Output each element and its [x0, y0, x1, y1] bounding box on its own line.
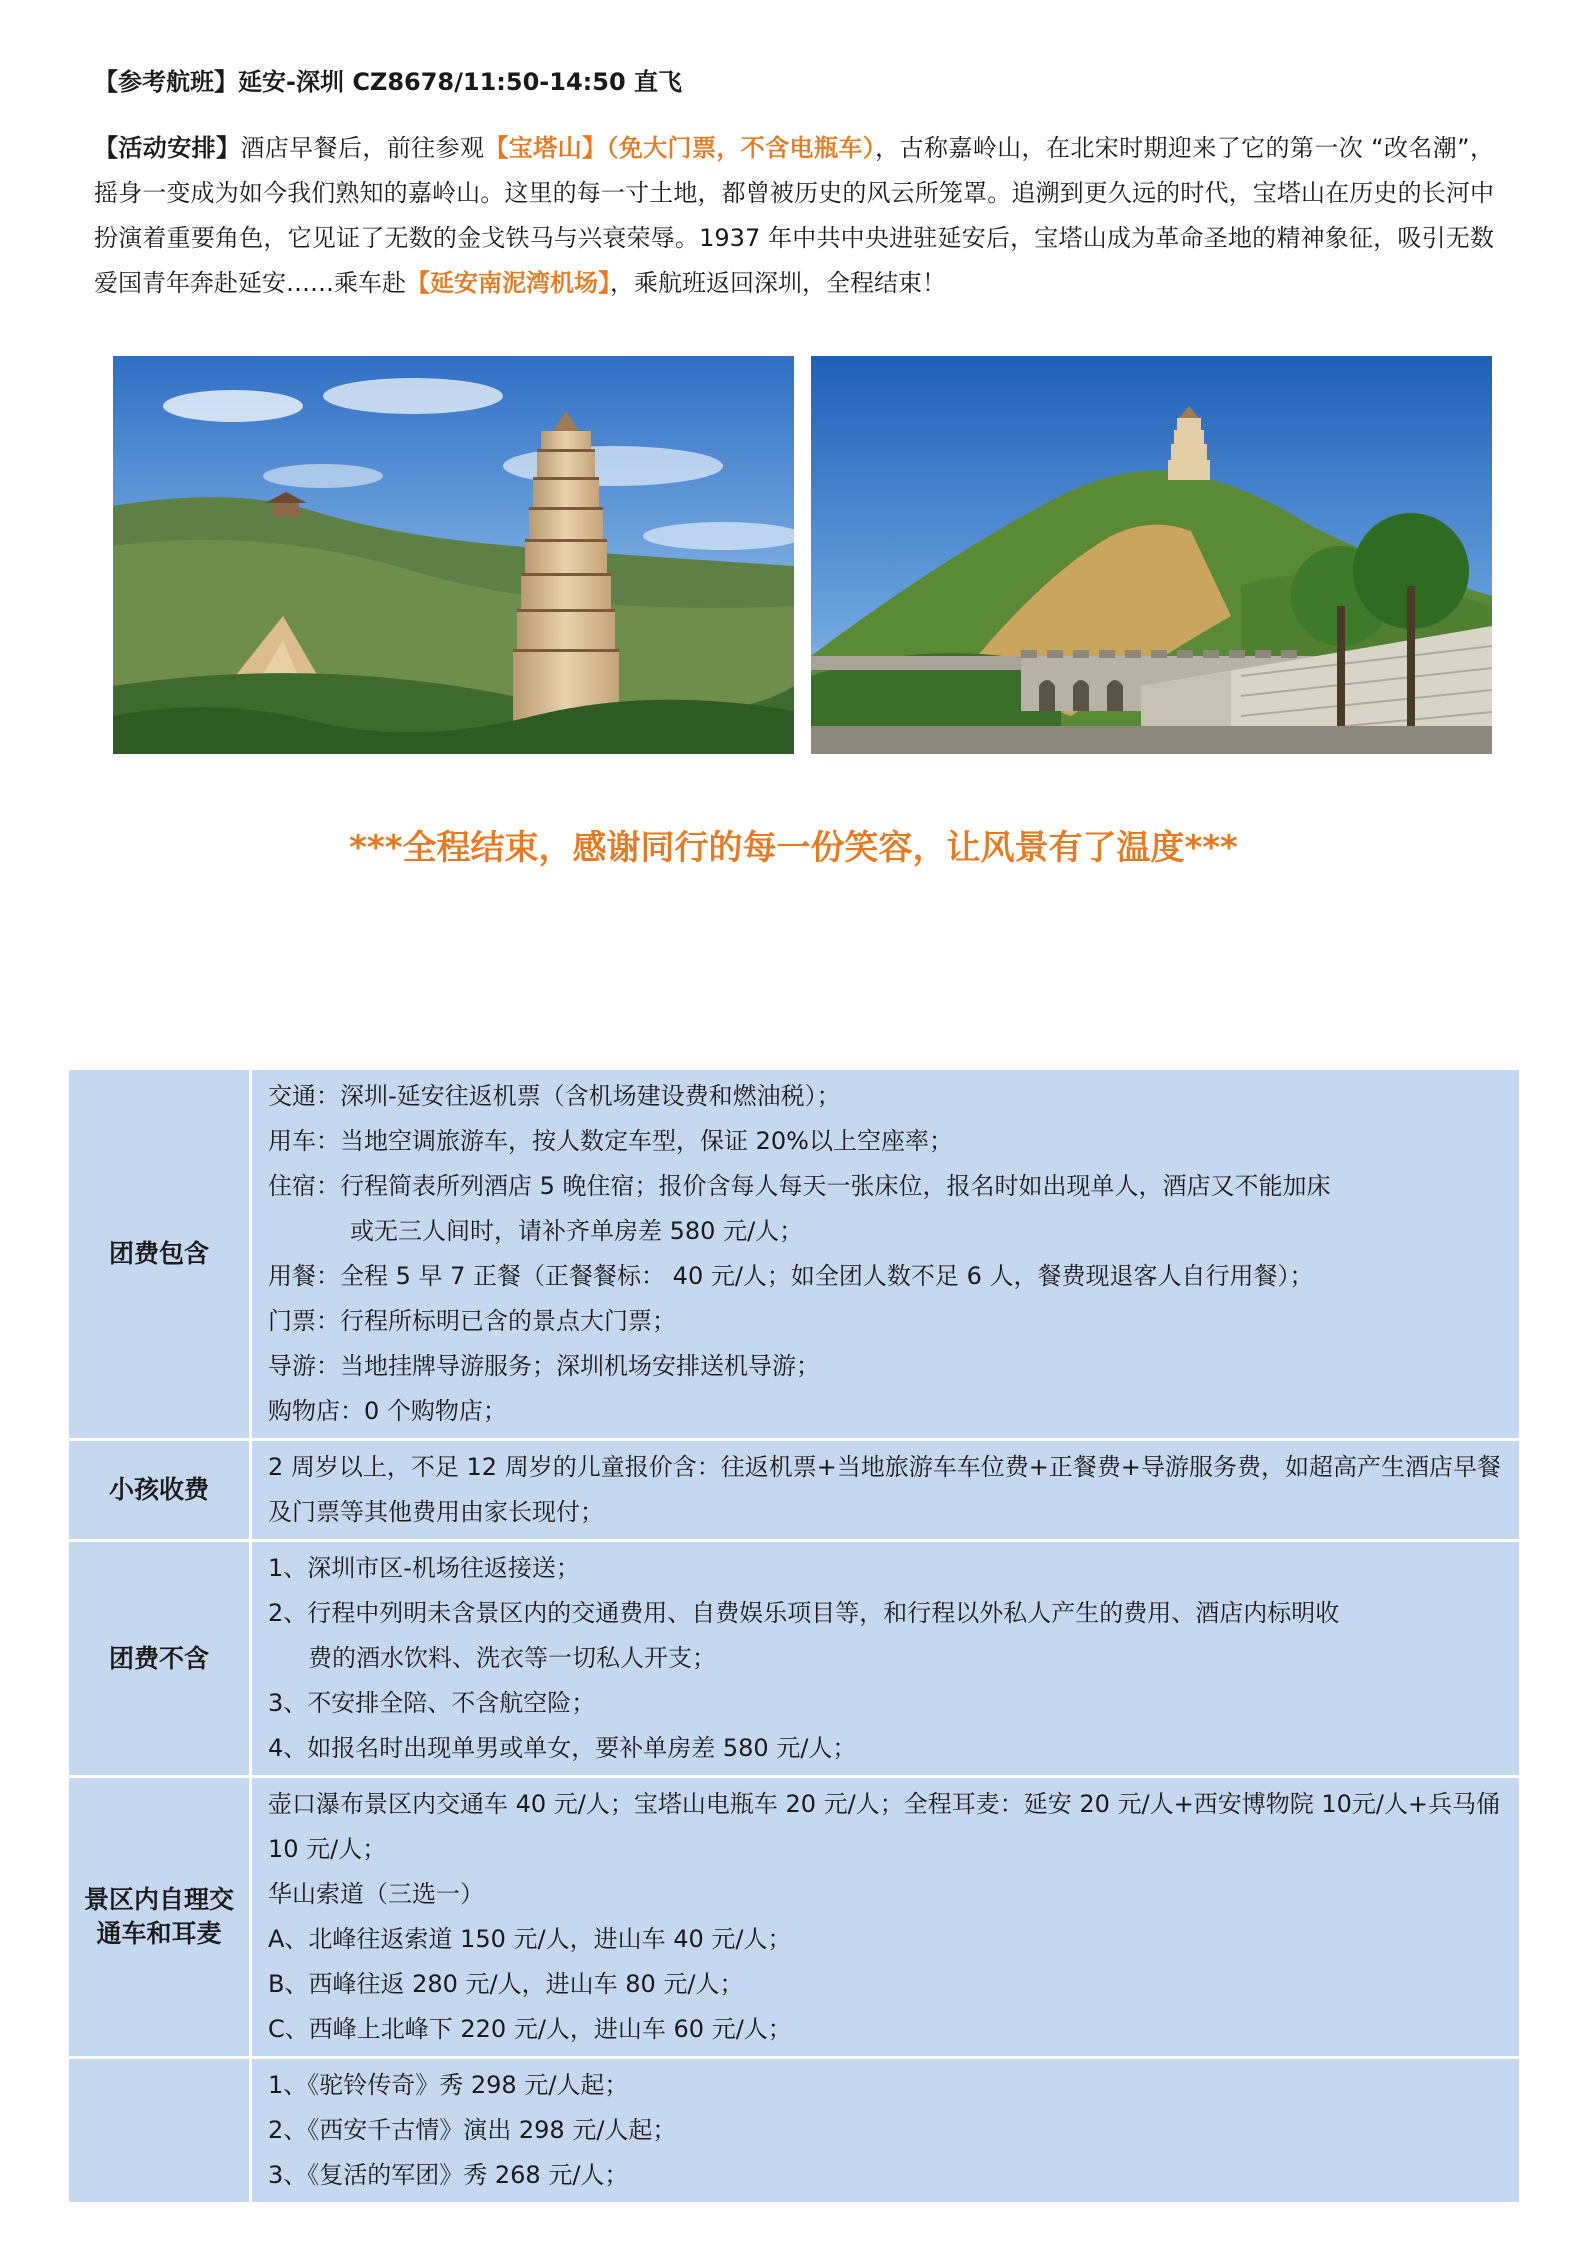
shows-content [251, 2058, 1521, 2204]
activity-text-3: ，乘航班返回深圳，全程结束！ [610, 269, 946, 297]
scenic-content [251, 1777, 1521, 2058]
excluded-header: 团费不含 [68, 1541, 251, 1777]
baotashan-highlight: 【宝塔山】（免大门票，不含电瓶车） [484, 134, 876, 162]
list-item: 2、《西安千古情》演出 298 元/人起； [268, 2116, 677, 2144]
table-row [68, 1069, 1521, 1440]
table-row [68, 1541, 1521, 1777]
list-item: 2 周岁以上，不足 12 周岁的儿童报价含：往返机票+当地旅游车车位费+正餐费+导游服务费，如超高产生酒店早餐及门票等其他费用由家长现付； [268, 1453, 1502, 1526]
excluded-content [251, 1541, 1521, 1777]
activity-text-1: 酒店早餐后，前往参观 [240, 134, 485, 162]
list-item: 用餐：全程 5 早 7 正餐（正餐餐标： 40 元/人；如全团人数不足 6 人，餐费现退客人自行用餐）； [268, 1262, 1314, 1290]
list-item: 3、《复活的军团》秀 268 元/人； [268, 2161, 629, 2189]
list-item: 华山索道（三选一） [268, 1880, 484, 1908]
list-item: 购物店：0 个购物店； [268, 1397, 507, 1425]
children-content [251, 1440, 1521, 1541]
activity-paragraph [94, 126, 1494, 306]
table-row [68, 1440, 1521, 1541]
children-header: 小孩收费 [68, 1440, 251, 1541]
included-content [251, 1069, 1521, 1440]
list-item: 4、如报名时出现单男或单女，要补单房差 580 元/人； [268, 1734, 857, 1762]
airport-highlight: 【延安南泥湾机场】 [406, 269, 610, 297]
list-item: B、西峰往返 280 元/人，进山车 80 元/人； [268, 1970, 744, 1998]
fee-info-table [66, 1067, 1522, 2205]
closing-message: ***全程结束，感谢同行的每一份笑容，让风景有了温度*** [349, 828, 1238, 868]
list-item: 门票：行程所标明已含的景点大门票； [268, 1307, 676, 1335]
list-item: 或无三人间时，请补齐单房差 580 元/人； [350, 1217, 804, 1245]
list-item: 1、《驼铃传奇》秀 298 元/人起； [268, 2071, 629, 2099]
list-item: C、西峰上北峰下 220 元/人，进山车 60 元/人； [268, 2015, 792, 2043]
table-row [68, 2058, 1521, 2204]
list-item: 交通：深圳-延安往返机票（含机场建设费和燃油税）； [268, 1082, 841, 1110]
list-item: 用车：当地空调旅游车，按人数定车型，保证 20%以上空座率； [268, 1127, 953, 1155]
baota-mountain-photo [811, 356, 1492, 754]
list-item: 2、行程中列明未含景区内的交通费用、自费娱乐项目等，和行程以外私人产生的费用、酒店内标明收 [268, 1599, 1340, 1627]
list-item: 壶口瀑布景区内交通车 40 元/人；宝塔山电瓶车 20 元/人；全程耳麦：延安 20 元/人+西安博物院 10元/人+兵马俑 10 元/人； [268, 1790, 1501, 1863]
flight-info: 【参考航班】延安-深圳 CZ8678/11:50-14:50 直飞 [94, 68, 682, 96]
list-item: 住宿：行程简表所列酒店 5 晚住宿；报价含每人每天一张床位，报名时如出现单人，酒店又不能加床 [268, 1172, 1331, 1200]
shows-header [68, 2058, 251, 2204]
list-item: 导游：当地挂牌导游服务；深圳机场安排送机导游； [268, 1352, 820, 1380]
pagoda-closeup-photo [113, 356, 794, 754]
list-item: 3、不安排全陪、不含航空险； [268, 1689, 596, 1717]
list-item: 费的酒水饮料、洗衣等一切私人开支； [308, 1644, 716, 1672]
list-item: A、北峰往返索道 150 元/人，进山车 40 元/人； [268, 1925, 792, 1953]
list-item: 1、深圳市区-机场往返接送； [268, 1554, 580, 1582]
table-row [68, 1777, 1521, 2058]
activity-label: 【活动安排】 [94, 134, 241, 162]
activity-text-2: ，古称嘉岭山，在北宋时期迎来了它的第一次 “改名潮”，摇身一变成为如今我们熟知的嘉岭山。这里的每一寸土地，都曾被历史的风云所笼罩。追溯到更久远的时代，宝塔山在历史的长河中扮演着重要角色，它见证了无数的金戈铁马与兴衰荣辱。1937 年中共中央进驻延安后，宝塔山成为革命圣地的精神象征，吸引无数爱国青年奔赴延安……乘车赴 [94, 134, 1495, 297]
included-header: 团费包含 [68, 1069, 251, 1440]
scenic-header: 景区内自理交通车和耳麦 [68, 1777, 251, 2058]
